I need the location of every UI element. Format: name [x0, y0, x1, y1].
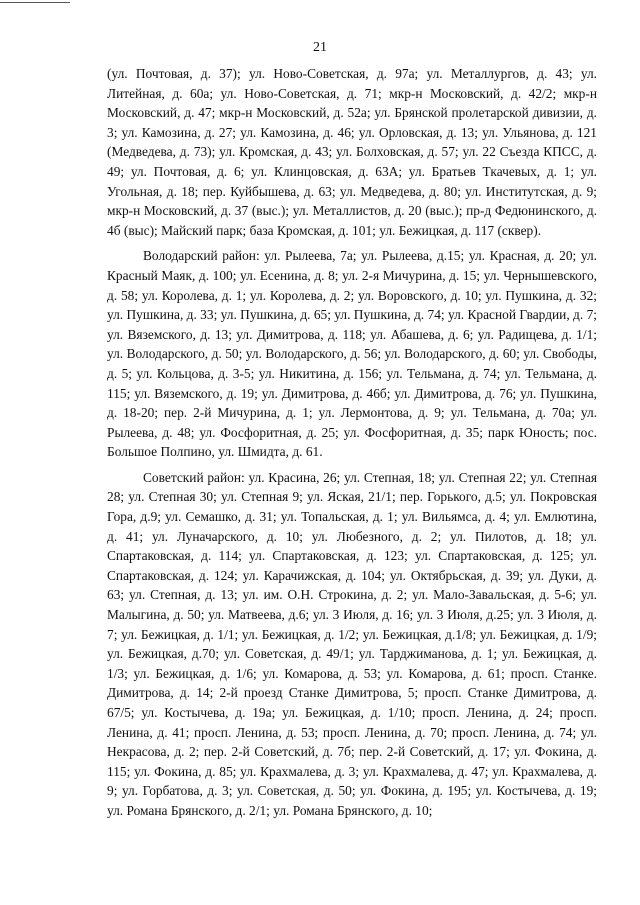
document-body	[107, 64, 597, 821]
paragraph-volodarsky-district: Володарский район: ул. Рылеева, 7а; ул. Рылеева, д.15; ул. Красная, д. 20; ул. Красный Маяк, д. 100; ул. Есенина, д. 8; ул. 2-я Мичурина, д. 15; ул. Чернышевского, д. 58; ул. Королева, д. 1; ул. Королева, д. 2; ул. Воровского, д. 10; ул. Пушкина, д. 32; ул. Пушкина, д. 33; ул. Пушкина, д. 65; ул. Пушкина, д. 74; ул. Красной Гвардии, д. 7; ул. Вяземского, д. 13; ул. Димитрова, д. 118; ул. Абашева, д. 6; ул. Радищева, д. 1/1; ул. Володарского, д. 50; ул. Володарского, д. 56; ул. Володарского, д. 60; ул. Свободы, д. 5; ул. Кольцова, д. 3-5; ул. Никитина, д. 156; ул. Тельмана, д. 74; ул. Тельмана, д. 115; ул. Вяземского, д. 19; ул. Димитрова, д. 46б; ул. Димитрова, д. 76; ул. Пушкина, д. 18-20; пер. 2-й Мичурина, д. 1; ул. Лермонтова, д. 9; ул. Тельмана, д. 70а; ул. Рылеева, д. 48; ул. Фосфоритная, д. 25; ул. Фосфоритная, д. 35; парк Юность; пос. Большое Полпино, ул. Шмидта, д. 61.	[107, 248, 597, 460]
paragraph-continued-address-list: (ул. Почтовая, д. 37); ул. Ново-Советская, д. 97а; ул. Металлургов, д. 43; ул. Литейная, д. 60а; ул. Ново-Советская, д. 71; мкр-н Московский, д. 42/2; мкр-н Московский, д. 47; мкр-н Московский, д. 52а; ул. Брянской пролетарской дивизии, д. 3; ул. Камозина, д. 27; ул. Камозина, д. 46; ул. Орловская, д. 13; ул. Ульянова, д. 121 (Медведева, д. 73); ул. Кромская, д. 43; ул. Болховская, д. 57; ул. 22 Съезда КПСС, д. 49; ул. Почтовая, д. 6; ул. Клинцовская, д. 63А; ул. Братьев Ткачевых, д. 1; ул. Угольная, д. 18; пер. Куйбышева, д. 63; ул. Медведева, д. 80; ул. Институтская, д. 9; мкр-н Московский, д. 37 (выс.); ул. Металлистов, д. 20 (выс.); пр-д Федюнинского, д. 4б (выс); Майский парк; база Кромская, д. 101; ул. Бежицкая, д. 117 (сквер).	[107, 66, 597, 238]
top-edge-line	[0, 2, 70, 3]
paragraph-sovetsky-district: Советский район: ул. Красина, 26; ул. Степная, 18; ул. Степная 22; ул. Степная 28; ул. Степная 30; ул. Степная 9; ул. Яская, 21/1; пер. Горького, д.5; ул. Покровская Гора, д.9; ул. Семашко, д. 31; ул. Топальская, д. 1; ул. Вильямса, д. 4; ул. Емлютина, д. 41; ул. Луначарского, д. 10; ул. Любезного, д. 2; ул. Пилотов, д. 18; ул. Спартаковская, д. 114; ул. Спартаковская, д. 123; ул. Спартаковская, д. 125; ул. Спартаковская, д. 124; ул. Карачижская, д. 104; ул. Октябрьская, д. 39; ул. Дуки, д. 63; ул. Степная, д. 13; ул. им. О.Н. Строкина, д. 2; ул. Мало-Завальская, д. 5-6; ул. Малыгина, д. 50; ул. Матвеева, д.6; ул. 3 Июля, д. 16; ул. 3 Июля, д.25; ул. 3 Июля, д. 7; ул. Бежицкая, д. 1/1; ул. Бежицкая, д. 1/2; ул. Бежицкая, д.1/8; ул. Бежицкая, д. 1/9; ул. Бежицкая, д.70; ул. Советская, д. 49/1; ул. Тарджиманова, д. 1; ул. Бежицкая, д. 1/3; ул. Бежицкая, д. 1/6; ул. Комарова, д. 53; ул. Комарова, д. 61; просп. Станке. Димитрова, д. 14; 2-й проезд Станке Димитрова, 5; просп. Станке Димитрова, д. 67/5; ул. Костычева, д. 19а; ул. Бежицкая, д. 1/10; просп. Ленина, д. 24; просп. Ленина, д. 41; просп. Ленина, д. 53; просп. Ленина, д. 70; просп. Ленина, д. 74; ул. Некрасова, д. 2; пер. 2-й Советский, д. 7б; пер. 2-й Советский, д. 17; ул. Фокина, д. 115; ул. Фокина, д. 85; ул. Крахмалева, д. 3; ул. Крахмалева, д. 47; ул. Крахмалева, д. 9; ул. Горбатова, д. 3; ул. Советская, д. 50; ул. Фокина, д. 195; ул. Костычева, д. 19; ул. Романа Брянского, д. 2/1; ул. Романа Брянского, д. 10;	[107, 469, 597, 818]
page-number: 21	[313, 40, 327, 55]
